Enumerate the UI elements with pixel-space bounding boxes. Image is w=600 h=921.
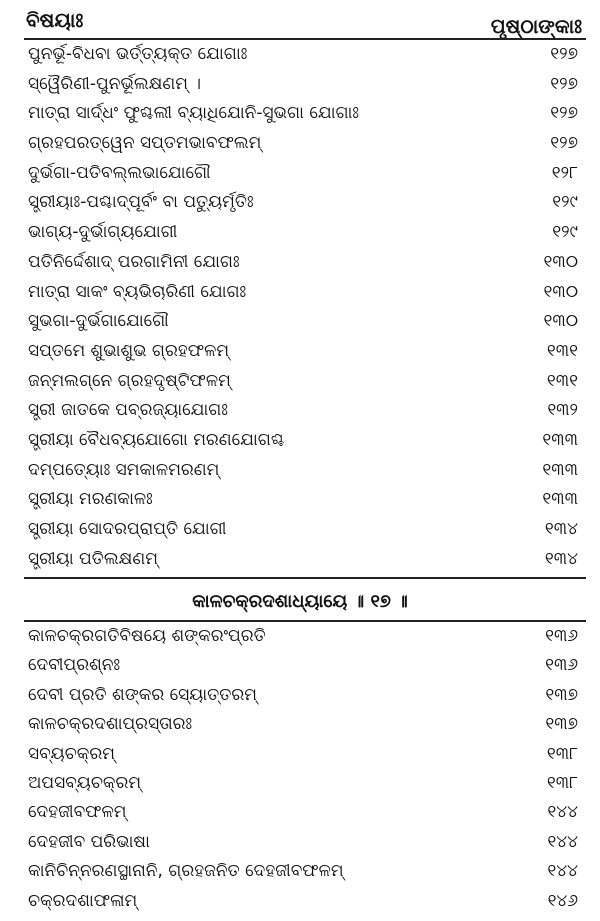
- entry-page-number: ୧୩୪: [544, 519, 578, 539]
- contents-entry: [0, 485, 600, 515]
- contents-entry: [0, 887, 600, 916]
- contents-entry: [0, 426, 600, 456]
- entry-page-number: ୧୨୭: [550, 133, 578, 154]
- entry-title: ସ୍ୱୈରିଣୀ-ପୁନର୍ଭୂଲକ୍ଷଣମ୍ ।: [28, 73, 201, 94]
- entry-page-number: ୧୩୩: [542, 459, 578, 480]
- contents-header: [26, 6, 582, 36]
- entry-page-number: ୧୩୨: [547, 400, 578, 421]
- contents-entry: [0, 99, 600, 129]
- entry-page-number: ୧୩୮: [546, 743, 578, 764]
- entry-title: ଦେହଜୀବଫଳମ୍: [28, 802, 127, 823]
- entry-page-number: ୧୨୮: [551, 162, 578, 183]
- chapter-heading: କାଳଚକ୍ରଦଶାଧ୍ୟାୟେ ॥ ୧୭ ॥: [192, 591, 408, 612]
- contents-entry: [0, 218, 600, 248]
- entry-title: ସ୍ତ୍ରୀୟାଃ-ପଶ୍ଚାଦ୍‌ପୂର୍ବଂ ବା ପତ୍ୟୁର୍ମୃତିଃ: [28, 192, 254, 213]
- entry-title: ସ୍ତ୍ରୀ ଜାତକେ ପବ୍ରଜ୍ୟାଯୋଗଃ: [28, 400, 228, 421]
- contents-entry: [0, 681, 600, 710]
- entry-title: ଦୁର୍ଭଗା-ପତିବଲ୍ଲଭାଯୋଗୌ: [28, 162, 211, 183]
- entry-title: ସପ୍ତମେ ଶୁଭାଶୁଭ ଗ୍ରହଫଳମ୍: [28, 340, 230, 361]
- contents-entry: [0, 188, 600, 218]
- contents-entry: [0, 798, 600, 827]
- contents-entry: [0, 769, 600, 798]
- entry-title: କାଳଚକ୍ରଦଶାପ୍ରସ୍ତାରଃ: [28, 714, 193, 735]
- entry-title: ସ୍ତ୍ରୀୟା ସୋଦରପ୍ରାପ୍ତି ଯୋଗୀ: [28, 519, 227, 539]
- contents-entry: [0, 622, 600, 651]
- contents-list-section-2: [0, 622, 600, 916]
- entry-page-number: ୧୨୭: [550, 44, 578, 64]
- contents-list-section-1: [0, 40, 600, 574]
- subject-heading: ବିଷୟାଃ: [26, 8, 84, 32]
- contents-entry: [0, 129, 600, 159]
- entry-title: କାନିଚିନ୍ନରଣସ୍ଥାନାନି, ଗ୍ରହଜନିତ ଦେହଜୀବଫଳମ୍: [28, 861, 344, 882]
- entry-page-number: ୧୪୬: [547, 890, 578, 911]
- contents-entry: [0, 456, 600, 486]
- entry-title: ଜନ୍ମଲଗ୍ନେ ଗ୍ରହଦୃଷ୍ଟିଫଳମ୍: [28, 370, 231, 391]
- section-rule-top: [24, 577, 586, 579]
- contents-entry: [0, 337, 600, 367]
- contents-entry: [0, 857, 600, 886]
- entry-page-number: ୧୩୧: [546, 370, 578, 391]
- entry-page-number: ୧୪୪: [547, 831, 578, 852]
- entry-page-number: ୧୨୯: [552, 192, 578, 213]
- entry-title: ଦମ୍ପତ୍ୟୋଃ ସମକାଳମରଣମ୍: [28, 459, 220, 480]
- entry-title: ଅପସବ୍ୟଚକ୍ରମ୍: [28, 772, 142, 793]
- entry-title: ପତିନିର୍ଦ୍ଦେଶାଦ୍ ପରଗାମିନୀ ଯୋଗଃ: [28, 251, 240, 272]
- contents-entry: [0, 70, 600, 100]
- entry-title: ସ୍ତ୍ରୀୟା ବୈଧବ୍ୟଯୋଗୋ ମରଣଯୋଗଶ୍ଚ: [28, 429, 285, 450]
- entry-page-number: ୧୩୦: [543, 281, 578, 302]
- contents-entry: [0, 651, 600, 680]
- contents-entry: [0, 248, 600, 278]
- entry-page-number: ୧୪୪: [547, 861, 578, 882]
- entry-page-number: ୧୨୭: [550, 103, 578, 124]
- entry-page-number: ୧୩୦: [543, 251, 578, 272]
- entry-page-number: ୧୩୬: [545, 655, 578, 676]
- contents-entry: [0, 545, 600, 575]
- contents-entry: [0, 515, 600, 545]
- entry-page-number: ୧୩୪: [544, 548, 578, 569]
- entry-title: ସ୍ତ୍ରୀୟା ପତିଲକ୍ଷଣମ୍: [28, 548, 158, 569]
- contents-entry: [0, 40, 600, 70]
- entry-page-number: ୧୩୮: [546, 772, 578, 793]
- entry-title: ମାତ୍ରା ସାକଂ ବ୍ୟଭିଚାରିଣୀ ଯୋଗଃ: [28, 281, 247, 302]
- entry-title: ସବ୍ୟଚକ୍ରମ୍: [28, 743, 115, 764]
- entry-title: ଭାଗ୍ୟ-ଦୁର୍ଭାଗ୍ୟଯୋଗୀ: [28, 222, 178, 243]
- entry-title: ଚକ୍ରଦଶାଫଳାମ୍: [28, 890, 138, 911]
- contents-entry: [0, 307, 600, 337]
- entry-title: କାଳଚକ୍ରଗତିବିଷୟେ ଶଙ୍କରଂପ୍ରତି: [28, 626, 266, 646]
- entry-page-number: ୧୩୬: [545, 626, 578, 646]
- entry-page-number: ୧୩୦: [543, 311, 578, 332]
- entry-title: ଦେବୀ ପ୍ରତି ଶଙ୍କର ସ୍ୟୋତ୍ତରମ୍: [28, 684, 257, 705]
- entry-page-number: ୧୩୭: [545, 714, 578, 735]
- contents-entry: [0, 159, 600, 189]
- contents-entry: [0, 367, 600, 397]
- entry-page-number: ୧୨୯: [552, 222, 578, 243]
- entry-title: ପୁନର୍ଭୂ-ବିଧବା ଭର୍ତ୍ତ୍ୟକ୍ତ ଯୋଗାଃ: [28, 44, 248, 64]
- entry-page-number: ୧୨୭: [550, 73, 578, 94]
- page-number-heading: ପୃଷ୍ଠାଙ୍କାଃ: [490, 14, 582, 38]
- contents-entry: [0, 828, 600, 857]
- entry-title: ଦେହଜୀବ ପରିଭାଷା: [28, 831, 150, 852]
- entry-page-number: ୧୩୩: [542, 489, 578, 510]
- contents-entry: [0, 740, 600, 769]
- entry-page-number: ୧୩୩: [542, 429, 578, 450]
- entry-title: ସ୍ତ୍ରୀୟା ମରଣକାଳଃ: [28, 489, 153, 510]
- entry-title: ଗ୍ରହପରତ୍ୱେନ ସପ୍ତମଭାବଫଲମ୍: [28, 133, 262, 154]
- contents-entry: [0, 278, 600, 308]
- entry-title: ମାତ୍ରା ସାର୍ଦ୍ଧଂ ଫୁଶ୍ଚଲୀ ବ୍ୟାଧିଯୋନି-ସୁଭଗା ଯୋଗାଃ: [28, 103, 359, 124]
- entry-title: ସୁଭଗା-ଦୁର୍ଭଗାଯୋଗୌ: [28, 311, 169, 332]
- contents-entry: [0, 396, 600, 426]
- contents-entry: [0, 710, 600, 739]
- entry-page-number: ୧୪୪: [547, 802, 578, 823]
- entry-page-number: ୧୩୭: [545, 684, 578, 705]
- entry-page-number: ୧୩୧: [546, 340, 578, 361]
- entry-title: ଦେବୀପ୍ରଶ୍ନଃ: [28, 655, 121, 676]
